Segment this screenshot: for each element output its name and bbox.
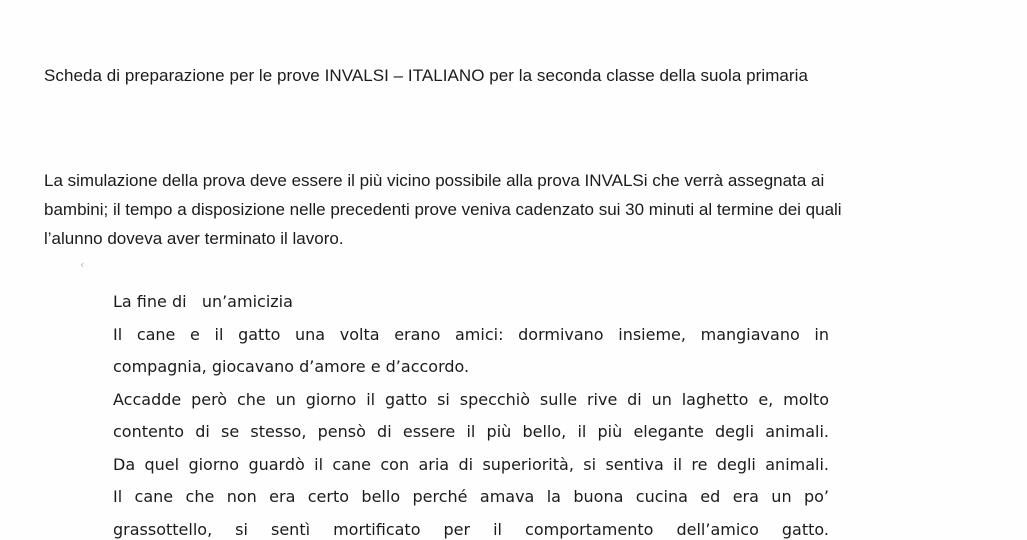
story-line: Da quel giorno guardò il cane con aria di superiorità, si sentiva il re degli animali. [113,454,829,474]
intro-line: l’alunno doveva aver terminato il lavoro. [44,229,344,248]
story-line: compagnia, giocavano d’amore e d’accordo. [113,357,470,376]
story-title: La fine di un’amicizia [113,292,293,311]
intro-paragraph [44,166,1004,253]
intro-line: bambini; il tempo a disposizione nelle precedenti prove veniva cadenzato sui 30 minuti al termine dei quali [44,200,842,219]
story-line: Il cane che non era certo bello perché amava la buona cucina ed era un po’ [113,487,829,506]
intro-line: La simulazione della prova deve essere il più vicino possibile alla prova INVALSi che verrà assegnata ai [44,171,825,190]
story-line: Il cane e il gatto una volta erano amici: dormivano insieme, mangiavano in [113,324,829,344]
story-line: Accadde però che un giorno il gatto si specchiò sulle rive di un laghetto e, molto [113,389,829,409]
page-heading: Scheda di preparazione per le prove INVALSI – ITALIANO per la seconda classe della suola primaria [44,66,808,85]
story-line: grassottello, si sentì mortificato per il comportamento dell’amico gatto. [113,519,829,539]
story-text [113,286,829,540]
scan-mark: ‹ [80,258,85,271]
story-line: contento di se stesso, pensò di essere il più bello, il più elegante degli animali. [113,422,829,441]
